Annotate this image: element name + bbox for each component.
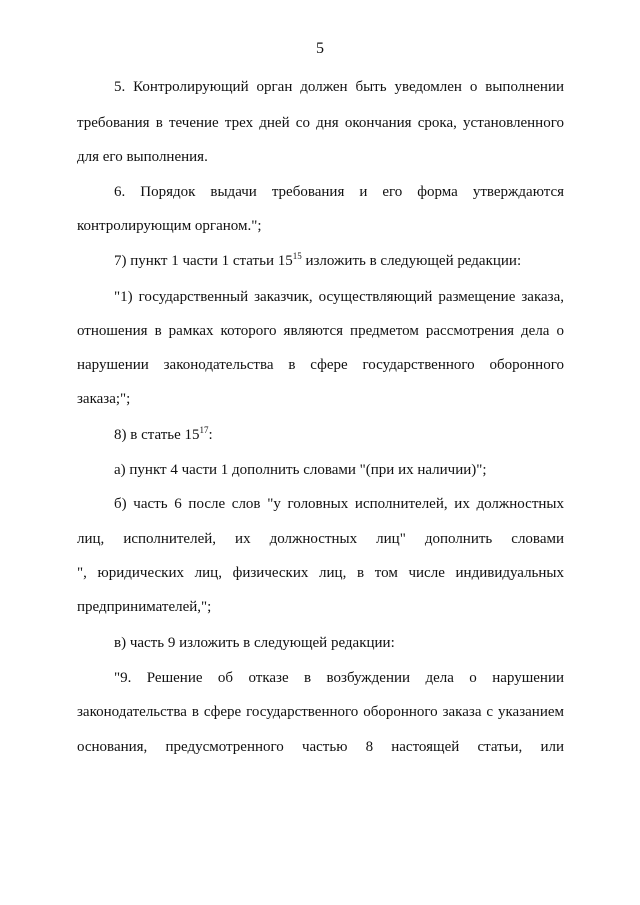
document-line: а) пункт 4 части 1 дополнить словами "(при их наличии)"; xyxy=(114,462,487,478)
document-line: контролирующим органом."; xyxy=(77,218,262,234)
document-line: требования в течение трех дней со дня окончания срока, установленного xyxy=(77,115,564,131)
text-run: 8) в статье 15 xyxy=(114,427,200,443)
document-line: законодательства в сфере государственного оборонного заказа с указанием xyxy=(77,704,564,720)
text-run: изложить в следующей редакции: xyxy=(305,253,522,269)
document-line: 6. Порядок выдачи требования и его форма утверждаются xyxy=(114,184,564,200)
page-number: 5 xyxy=(316,40,324,57)
document-line: "1) государственный заказчик, осуществляющий размещение заказа, xyxy=(114,289,564,305)
document-line: б) часть 6 после слов "у головных исполнителей, их должностных xyxy=(114,496,564,512)
text-run: 7) пункт 1 части 1 статьи 15 xyxy=(114,253,293,269)
document-line xyxy=(114,252,564,270)
document-line xyxy=(114,426,564,444)
document-line: отношения в рамках которого являются предметом рассмотрения дела о xyxy=(77,323,564,339)
document-line: "9. Решение об отказе в возбуждении дела о нарушении xyxy=(114,670,564,686)
document-line: в) часть 9 изложить в следующей редакции: xyxy=(114,635,395,651)
document-line: 5. Контролирующий орган должен быть уведомлен о выполнении xyxy=(114,79,564,95)
document-line: заказа;"; xyxy=(77,391,131,407)
document-line: нарушении законодательства в сфере государственного оборонного xyxy=(77,357,564,373)
document-line: основания, предусмотренного частью 8 настоящей статьи, или xyxy=(77,739,564,755)
document-line: для его выполнения. xyxy=(77,149,208,165)
document-line: лиц, исполнителей, их должностных лиц" дополнить словами xyxy=(77,531,564,547)
document-line: предпринимателей,"; xyxy=(77,599,212,615)
superscript: 17 xyxy=(199,425,209,435)
superscript: 15 xyxy=(292,251,302,261)
text-run: : xyxy=(208,427,213,443)
document-line: ", юридических лиц, физических лиц, в том числе индивидуальных xyxy=(77,565,564,581)
